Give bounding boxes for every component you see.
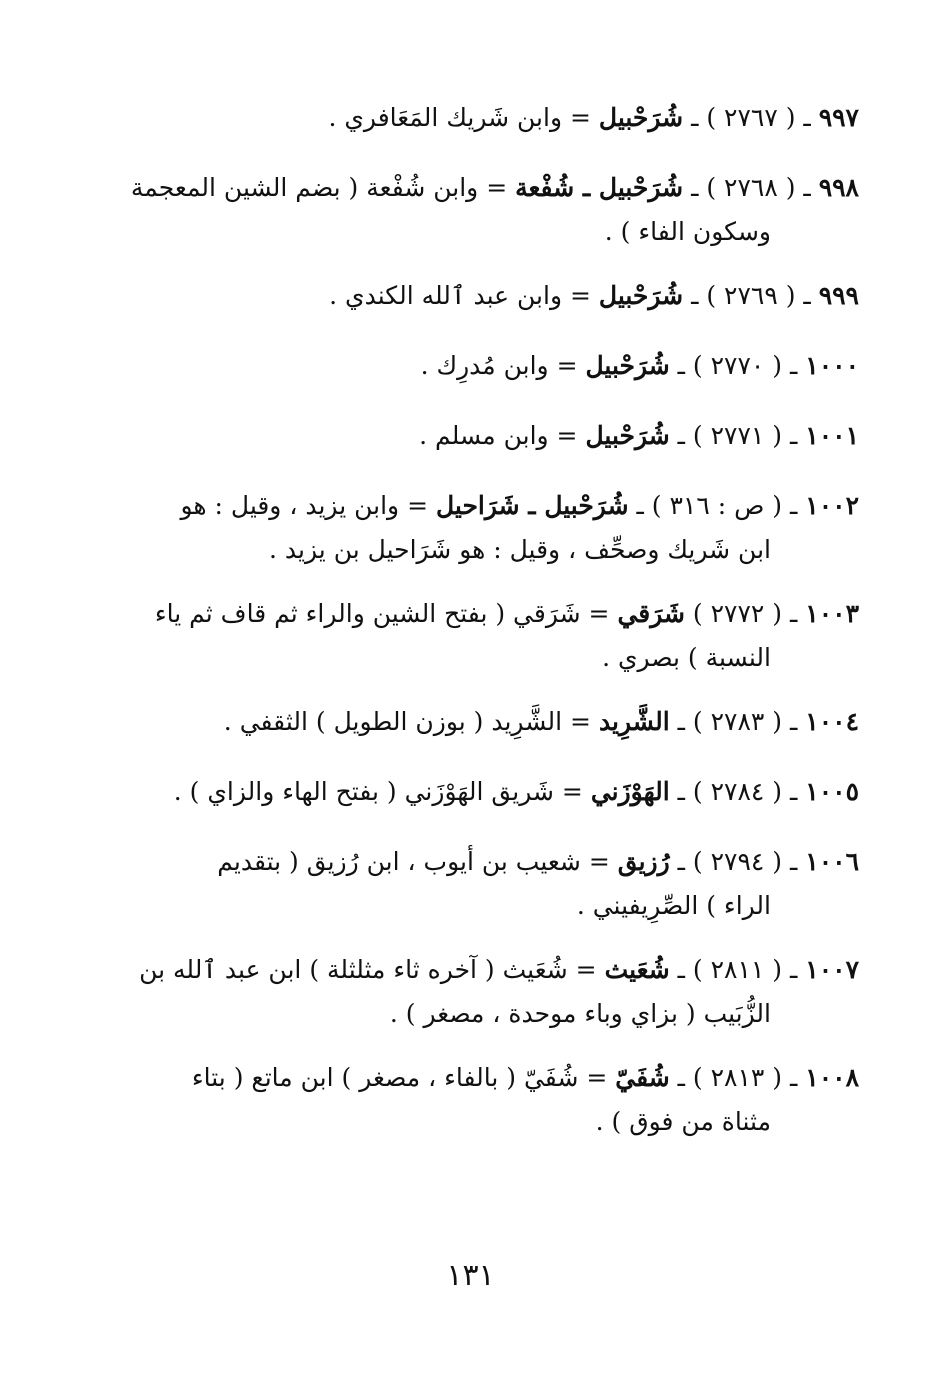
dash: ـ (790, 707, 798, 736)
entry-continuation: النسبة ) بصري . (602, 643, 771, 672)
entry-ref: ( ٢٧٦٩ ) (706, 281, 796, 310)
entry-headword: شُرَحْبيل (598, 281, 684, 310)
dash: ـ (790, 1063, 798, 1092)
entry-headword: شُرَحْبيل (598, 103, 684, 132)
entry-number: ٩٩٨ (818, 173, 859, 202)
dash: ـ (677, 777, 685, 806)
entry-1002 (109, 476, 859, 574)
entry-ref: ( ٢٧٩٤ ) (692, 847, 783, 876)
entry-997 (109, 88, 859, 148)
entry-ref: ( ٢٨١٣ ) (692, 1063, 783, 1092)
entry-1005 (109, 762, 859, 822)
dash: ـ (677, 847, 685, 876)
entry-ref: ( ٢٧٦٧ ) (706, 103, 796, 132)
entry-number: ١٠٠٧ (805, 955, 859, 984)
dash: ـ (790, 777, 798, 806)
entry-1003 (109, 584, 859, 682)
entry-text: = الشَّرِيد ( بوزن الطويل ) الثقفي . (223, 707, 591, 736)
entry-headword: شَرَقي (617, 599, 685, 628)
entry-ref: ( ٢٨١١ ) (692, 955, 783, 984)
entry-ref: ( ٢٧٧٢ ) (692, 599, 783, 628)
dash: ـ (790, 351, 798, 380)
entry-1000 (109, 336, 859, 396)
entry-number: ١٠٠٨ (805, 1063, 859, 1092)
entry-ref: ( ص : ٣١٦ ) (651, 491, 783, 520)
dash: ـ (790, 955, 798, 984)
dash: ـ (677, 421, 685, 450)
entry-number: ١٠٠٣ (805, 599, 859, 628)
entry-1006 (109, 832, 859, 930)
entry-1007 (109, 940, 859, 1038)
dash: ـ (691, 103, 699, 132)
entry-number: ٩٩٩ (818, 281, 859, 310)
entry-headword: شُعَيث (604, 955, 670, 984)
entry-ref: ( ٢٧٦٨ ) (706, 173, 796, 202)
dash: ـ (691, 281, 699, 310)
entry-1004 (109, 692, 859, 752)
entry-number: ٩٩٧ (818, 103, 859, 132)
entry-continuation: ابن شَريك وصحِّف ، وقيل : هو شَرَاحيل بن يزيد . (269, 535, 771, 564)
dash: ـ (790, 421, 798, 450)
entry-text: = وابن يزيد ، وقيل : هو (180, 491, 429, 520)
entry-text: = شَريق الهَوْزَني ( بفتح الهاء والزاي ) . (173, 777, 583, 806)
dash: ـ (803, 173, 811, 202)
entry-1008 (109, 1048, 859, 1146)
entry-ref: ( ٢٧٧٠ ) (692, 351, 783, 380)
entry-998 (109, 158, 859, 256)
entry-number: ١٠٠٥ (805, 777, 859, 806)
entry-text: = شعيب بن أيوب ، ابن رُزيق ( بتقديم (217, 847, 610, 876)
entry-999 (109, 266, 859, 326)
entry-number: ١٠٠٦ (805, 847, 859, 876)
dash: ـ (677, 351, 685, 380)
dash: ـ (803, 103, 811, 132)
entry-headword: الشَّرِيد (598, 707, 670, 736)
dash: ـ (677, 955, 685, 984)
entry-text: = وابن مسلم . (419, 421, 578, 450)
entry-number: ١٠٠١ (805, 421, 859, 450)
entry-ref: ( ٢٧٨٣ ) (692, 707, 783, 736)
entry-ref: ( ٢٧٨٤ ) (692, 777, 783, 806)
entry-headword: رُزيق (617, 847, 670, 876)
dash: ـ (790, 491, 798, 520)
entry-number: ١٠٠٤ (805, 707, 859, 736)
entry-text: = وابن مُدرِك . (420, 351, 578, 380)
entry-continuation: الراء ) الصِّرِيفيني . (576, 891, 771, 920)
entry-headword: شُرَحْبيل ـ شُفْعة (515, 173, 684, 202)
entry-continuation: مثناة من فوق ) . (595, 1107, 771, 1136)
dash: ـ (636, 491, 644, 520)
entry-text: = وابن شُفْعة ( بضم الشين المعجمة (130, 173, 508, 202)
entry-continuation: الزُّبَيب ( بزاي وباء موحدة ، مصغر ) . (389, 999, 771, 1028)
entry-ref: ( ٢٧٧١ ) (692, 421, 783, 450)
dash: ـ (691, 173, 699, 202)
dash: ـ (677, 1063, 685, 1092)
entry-headword: شُرَحْبيل (585, 351, 670, 380)
entry-number: ١٠٠٠ (805, 351, 859, 380)
entry-number: ١٠٠٢ (805, 491, 859, 520)
entry-text: = شُعَيث ( آخره ثاء مثلثلة ) ابن عبد ٱلله بن (139, 955, 597, 984)
entry-text: = شَرَقي ( بفتح الشين والراء ثم قاف ثم ياء (154, 599, 610, 628)
dash: ـ (790, 599, 798, 628)
entry-headword: شُفَيّ (615, 1063, 670, 1092)
entry-headword: شُرَحْبيل ـ شَرَاحيل (435, 491, 629, 520)
entry-text: = وابن عبد ٱلله الكندي . (329, 281, 591, 310)
entry-text: = وابن شَريك المَعَافري . (328, 103, 591, 132)
page-number: ١٣١ (446, 1258, 495, 1293)
dash: ـ (790, 847, 798, 876)
entry-headword: الهَوْزَني (590, 777, 670, 806)
entry-headword: شُرَحْبيل (585, 421, 670, 450)
page-body (109, 88, 859, 1156)
dash: ـ (677, 707, 685, 736)
dash: ـ (803, 281, 811, 310)
entry-continuation: وسكون الفاء ) . (604, 217, 771, 246)
entry-1001 (109, 406, 859, 466)
entry-text: = شُفَيّ ( بالفاء ، مصغر ) ابن ماتع ( بتاء (191, 1063, 608, 1092)
